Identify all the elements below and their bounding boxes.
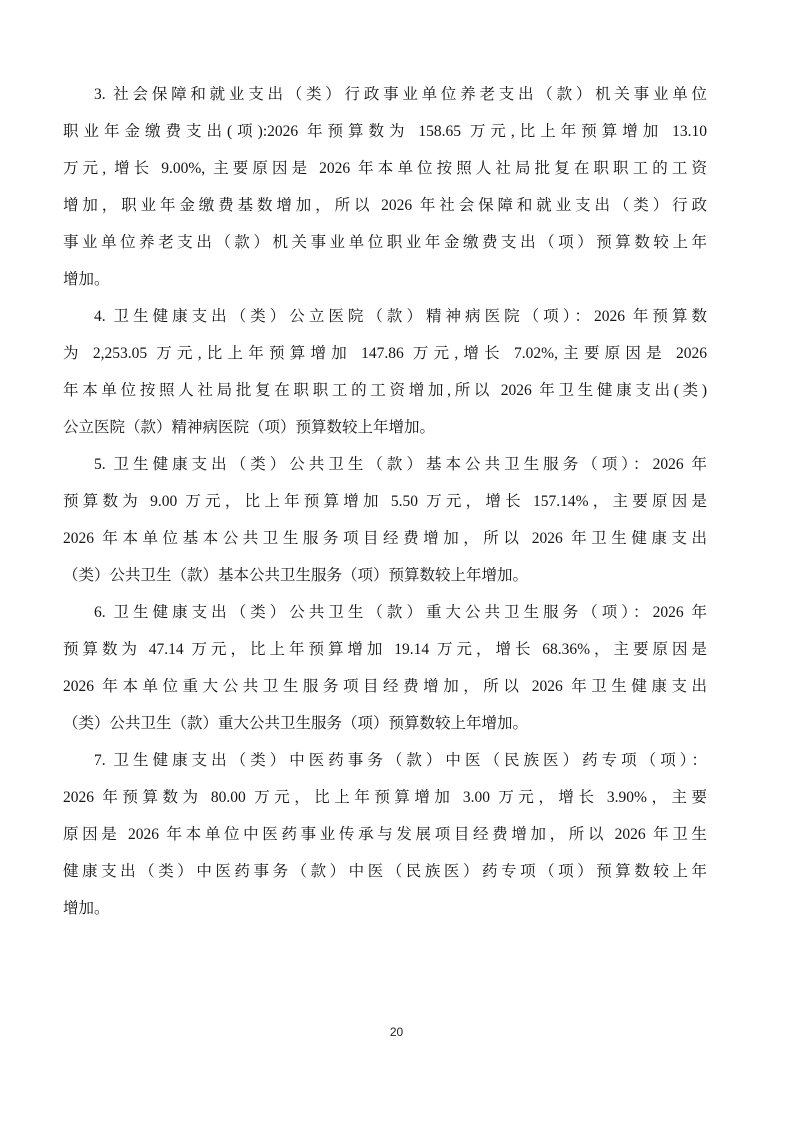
text-line: 增加。 <box>63 900 110 917</box>
text-line: 5. 卫生健康支出（类）公共卫生（款）基本公共卫生服务（项）：2026 年 <box>94 456 707 473</box>
text-line: 2026 年预算数为 80.00 万元，比上年预算增加 3.00 万元，增长 3.90%，主要 <box>63 789 707 806</box>
paragraph-item-7-tcm-special-fund <box>63 742 707 927</box>
paragraph-item-6-major-public-health-service <box>63 594 707 742</box>
text-line: 7. 卫生健康支出（类）中医药事务（款）中医（民族医）药专项（项）： <box>94 752 707 769</box>
text-line: 原因是 2026 年本单位中医药事业传承与发展项目经费增加，所以 2026 年卫生 <box>63 826 707 843</box>
text-line: 职业年金缴费支出(项):2026 年预算数为 158.65 万元,比上年预算增加 13.10 <box>63 123 707 140</box>
text-line: 健康支出（类）中医药事务（款）中医（民族医）药专项（项）预算数较上年 <box>63 863 707 880</box>
text-line: 预算数为 47.14 万元，比上年预算增加 19.14 万元，增长 68.36%，主要原因是 <box>63 641 707 658</box>
paragraph-item-5-basic-public-health-service <box>63 446 707 594</box>
paragraph-item-3-social-security-employment-pension <box>63 76 707 298</box>
text-line: 3. 社会保障和就业支出（类）行政事业单位养老支出（款）机关事业单位 <box>94 86 707 103</box>
text-line: 年本单位按照人社局批复在职职工的工资增加,所以 2026 年卫生健康支出(类) <box>63 382 707 399</box>
text-line: （类）公共卫生（款）重大公共卫生服务（项）预算数较上年增加。 <box>63 715 529 732</box>
text-line: 万元, 增长 9.00%, 主要原因是 2026 年本单位按照人社局批复在职职工的工资 <box>63 160 707 177</box>
page-footer <box>0 1023 793 1041</box>
text-line: 4. 卫生健康支出（类）公立医院（款）精神病医院（项）：2026 年预算数 <box>94 308 707 325</box>
text-line: 为 2,253.05 万元,比上年预算增加 147.86 万元,增长 7.02%,主要原因是 2026 <box>63 345 707 362</box>
text-line: 事业单位养老支出（款）机关事业单位职业年金缴费支出（项）预算数较上年 <box>63 234 707 251</box>
text-line: 公立医院（款）精神病医院（项）预算数较上年增加。 <box>63 419 436 436</box>
text-line: 2026 年本单位基本公共卫生服务项目经费增加，所以 2026 年卫生健康支出 <box>63 530 707 547</box>
text-line: 2026 年本单位重大公共卫生服务项目经费增加，所以 2026 年卫生健康支出 <box>63 678 707 695</box>
page-number: 20 <box>389 1025 404 1039</box>
text-line: 增加。 <box>63 271 110 288</box>
text-line: 增加，职业年金缴费基数增加，所以 2026 年社会保障和就业支出（类）行政 <box>63 197 707 214</box>
text-line: 6. 卫生健康支出（类）公共卫生（款）重大公共卫生服务（项）：2026 年 <box>94 604 707 621</box>
document-body <box>63 76 707 927</box>
text-line: （类）公共卫生（款）基本公共卫生服务（项）预算数较上年增加。 <box>63 567 529 584</box>
text-line: 预算数为 9.00 万元，比上年预算增加 5.50 万元，增长 157.14%，主要原因是 <box>63 493 707 510</box>
paragraph-item-4-public-hospital-psychiatric <box>63 298 707 446</box>
